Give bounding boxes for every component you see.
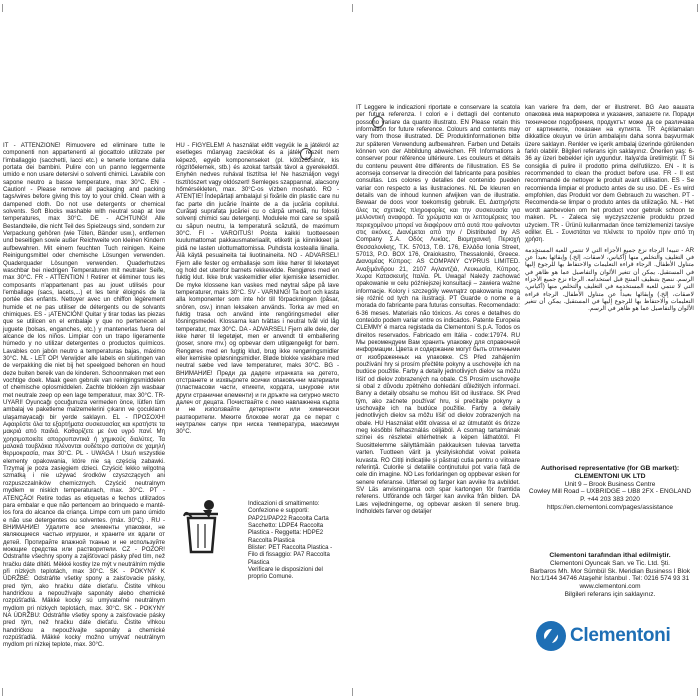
- disposal-instructions: [248, 500, 343, 581]
- safety-warnings-column-2: HU - FIGYELEM! A használat előtt vegyük le a játékról az esetleges műanyag zacskókat és a játék részét nem képező, egyéb komponenseket (pl. kötözőzsinór, kis rögzítőelemek, stb.) és azokat tartsák távol a gyerekektől. Enyhén nedves ruhával tisztítsa le! Ne használjon vegyi tisztítószert vagy oldószert! Semleges szappannal, alacsony hőmérsékleten, max. 30°C-os vízben mosható. RO - ATENȚIE! Îndepărtați ambalajul și fixările din plastic care nu fac parte din jucărie înainte de a da jucăria copilului. Curățați suprafața jucăriei cu o cârpă umedă, nu folosiți solvenți chimici sau detergenți. Modulele moi care se spală cu săpun neutru, la temperatură scăzută, de maximum 30°C. FI - VAROITUS! Poista kaikki tuotteeseen kuulumattomat pakkausmateriaalit, etiketit ja kiinnikkeet ja pidä ne lasten ulottumattomissa. Puhdista kostealla liinalla. Älä käytä pesuaineita tai liuotinaineita. NO - ADVARSEL! Fjern alle fester og emballasje som ikke hører til leketøyet og hold det utenfor barnets rekkevidde. Rengjøres med en fuktig klut. Ikke bruk vaskemidler eller kjemiske løsemidler. De myke klossene kan vaskes med nøytral såpe på lave temperaturer, maks 30°C. SV - VARNING! Ta bort och kasta alla komponenter som inte hör till förpackningen (påsar, snören, osv.) innan leksaken används. Torka av med en fuktig trasa och använd inte rengöringsmedel eller lösningsmedel. Klossarna kan tvättas i neutral tvål vid låg temperatur, max 30°C. DA - ADVARSEL! Fjern alle dele, der ikke hører til legetøjet, men er anvendt til emballering (poser, snore mv.) og opbevar dem utilgængeligt for børn. Rengøres med en fugtig klud, brug ikke rengøringsmidler eller kemiske opløsningsmidler. Bløde blokke vaskbare med neutral sæbe ved lave temperaturer, maks 30°C. BG - ВНИМАНИЕ! Преди да дадете играчката на детето, отстранете и изхвърлете всички опаковъчни материали (пластмасови части, етикети, кордата, шнурове или други странични елементи) и ги дръжте на сигурно място далеч от децата. Почиствайте с леко навлажнена кърпа и не използвайте детергенти или химически разтворители. Меките блокове могат да се перат с неутрален сапун при ниска температура, максимум 30°C.: [176, 142, 339, 436]
- product-info-column-3: IT Leggere le indicazioni riportate e conservare la scatola per futura referenza. I colori e i dettagli del contenuto possono variare da quanto illustrato. EN Please retain this information for future reference. Colours and contents may vary from those illustrated. DE Produktinformationen bitte zur späteren Verwendung aufbewahren. Farben und Details können von der Abbildung abweichen. FR Informations à conserver pour référence ultérieure. Les couleurs et détails du contenu peuvent être différents de l'illustration. ES Se aconseja conservar la dirección del fabricante para posibles consultas. Los colores y detalles del contenido pueden variar con respecto a las ilustraciones. NL De kleuren en details van de inhoud kunnen afwijken van de illustratie. Bewaar de doos voor toekomstig gebruik. EL Διατηρήστε όλες τις σχετικές πληροφορίες και την συσκευασία για μελλοντική αναφορά. Τα χρώματα και οι λεπτομέρειες του περιεχομένου μπορεί να διαφέρουν από αυτά που φαίνονται στις εικόνες. Διανέμεται από την / Distributed by AS Company Σ.Α. Οδός Λυκίας, Βιομηχανική Περιοχή Θεσσαλονίκης, T.K. 57013, T.Θ. 176, Ελλάδα Ionia Street, 57013, P.O. BOX 176, Oraiokastro, Thessaloniki, Greece. Διανομέας Κύπρος: AS COMPANY CYPRUS LIMITED. Αναξιμάνδρου 21, 2107 Αγλαντζιά, Λευκωσία, Κύπρος. Χωρα Κατασκευής Ιταλία. PL Uwaga! Należy zachować opakowanie w celu późniejszej konsultacji – zawiera ważne informacje. Kolory i szczegóły wewnątrz opakowania mogą się różnić od tych na ilustracji. PT Guarde o nome e a morada do fabricante para futuras consultas. Recomendado: 6-36 meses. Materiais não tóxicos. As cores e detalhes do conteúdo podem variar entre os indicados. Patente Europeia CLEMMY é marca registada da Clementoni S.p.A. Todos os direitos reservados. Fabricado em Itália - code:17974. RU Мы рекомендуем Вам хранить упаковку для справочной информации. Цвета и содержание могут быть отличными от изображенных на упаковке. CS Před zahájením používání hry si prosím přečtěte pokyny a uschovejte ich na budúce použitie. Farby a detaily jednotlivých dielov sa môžu líšiť od dielov zobrazených na obale. CS Prosím uschovejte si obal z důvodu zpětného dohledání důležitých informací. Barvy a detaily obsahu se mohou lišit od ilustrace. SK Pred tým, ako začnete používať hru, si prečítajte pokyny a uschovajte ich na budúce použitie. Farby a detaily jednotlivých dielov sa môžu líšiť od dielov zobrazených na obale. HU Használat előtt olvassa el az útmutatót és őrizze meg későbbi felhasználás céljából. A csomag tartalmának színei és részletei eltérhetnek a képen láthatótól. FI Suosittelemme säilyttämään pakkauksen tulevaa tarvetta varten. Tuotteen värit ja yksityiskohdat voivat poiketa kuvasta. RO Citiți indicațiile și păstrați cutia pentru o viitoare referință. Culorile și detaliile conținutului pot varia față de cele din imagine. NO Les forklaringen og oppbevar esken for senere referanse. Utførsel og farger kan avvike fra avbildet. SV Läs anvisningarna och spar kartongen för framtida referens. Utförande och färger kan avvika från bilden. DA Læs vejledningerne, og opbevar æsken til senere brug. Indholdets farver og detaljer: [356, 104, 520, 515]
- fold-mark: [352, 4, 353, 12]
- multilingual-info: kan variere fra dem, der er illustreret. BG Ако вашата опаковка има маркировка и указания, запазете ги. Поради технически подобрения, продуктът може да се различава от картинките, показани на кутията. TR Açıklamaları dikkatlice okuyun ve ürün ambalajını daha sonra başvurmak üzere saklayın. Renkler ve içerik ambalaj üzerinde görülenden farklı olabilir. Bilgileri referans için saklayınız. Önerilen yaş: 6-36 ay üzeri bebekler için uygundur. Italya'da üretilmiştir. IT Si consiglia di pulire il prodotto prima dell'utilizzo. EN - It is recommended to clean the product before use. FR - Il est recommandé de nettoyer le produit avant utilisation. ES - Se recomienda limpiar el producto antes de su uso. DE - Es wird empfohlen, das Produkt vor dem Gebrauch zu waschen. PT - Recomenda-se limpar o produto antes da utilização. NL - Het wordt aanbevolen om het product voor gebruik schoon te maken. PL - Zaleca się wyczyszczenie produktu przed użyciem. TR - Ürünü kullanmadan önce temizlemenizi tavsiye ediller. EL - Συνιστάται να πλένετε το προϊόν πριν από τη χρήση.: [525, 104, 694, 244]
- uk-rep-company: CLEMENTONI UK LTD: [574, 472, 646, 480]
- uk-rep-link[interactable]: https://en.clementoni.com/pages/assistance: [546, 503, 674, 511]
- disposal-title: Indicazioni di smaltimento:: [248, 500, 320, 507]
- fold-mark: [2, 4, 3, 12]
- safety-warnings-column-1: IT - ATTENZIONE! Rimuovere ed eliminare tutte le componenti non appartenenti al giocattolo utilizzate per l'imballaggio (sacchetti, lacci etc.) e tenerle lontane dalla portata dei bambini. Pulire con un panno leggermente umido e non usare detersivi o solventi chimici. Lavabile con sapone neutro a basse temperature, max 30°C. EN - Caution! - Please remove all packaging and packing tags/wires before giving this toy to your child. Clean with a dampened cloth. Do not use detergents or chemical solvents. Soft Blocks washable with neutral soap at low temperatures, max 30°C. DE - ACHTUNG! Alle Bestandteile, die nicht Teil des Spielzeugs sind, sondern zur Verpackung gehören (wie Tüten, Bänder usw.), entfernen und beseitigen sowie außer Reichweite von kleinen Kindern aufbewahren. Mit einem feuchten Tuch reinigen. Keine Reinigungsmittel oder chemische Lösungen verwenden. Quaderquader Lösungen verwenden. Quaderhutzes waschbar bei niedrigen Temperaturen mit neutraler Seife, max 30°C. FR - ATTENTION ! Retirer et éliminer tous les composants n'appartenant pas au jouet utilisés pour l'emballage (sacs, lacets,...) et les tenir éloignés de la portée des enfants. Nettoyer avec un chiffon légèrement humide et ne pas utiliser de détergents ou de solvants chimiques. ES - ¡ATENCIÓN! Quitar y tirar todas las piezas que se utilicen en el embalaje y que no pertenecen al juguete (bolsas, enganches, etc.) y mantenerlas fuera del alcance de los niños. Limpiar con un trapo ligeramente húmedo y no utilizar detergentes o productos químicos. Lavables con jabón neutro a temperaturas bajas, máximo 30°C. NL - LET OP! Verwijder alle labels en sluitingen van de verpakking die niet bij het speelgoed behoren en houd deze buiten bereik van de kinderen. Schoonmaken met een vochtige doek. Maak geen gebruik van reinigingsmiddelen of chemische oplosmiddelen. Zachte blokken zijn wasbaar met neutrale zeep op een lage temperatuur, max 30°C. TR-UYARI! Oyuncağı çocuğunuza vermeden önce, lütfen tüm ambalaj ve paketleme malzemelerini çıkarın ve çocukların ulaşamayacağı bir yerde saklayın. EL - ΠΡΟΣΟΧΗ! Αφαιρέστε όλα τα εξαρτήματα συσκευασίας και κρατήστε τα μακριά από παιδιά. Καθαρίζετε με ένα υγρό πανί. Μη χρησιμοποιείτε απορρυπαντικά ή χημικούς διαλύτες. Τα μαλακά τουβλάκια πλένονται ουδέτερο σαπούνι σε χαμηλή θερμοκρασία, max 30°C. PL - UWAGA ! Usuń wszystkie elementy opakowania, które nie są częścią zabawki. Trzymaj je poza zasięgiem dzieci. Czyścić lekko wilgotną szmatką i nie używać środków czyszczących ani rozpuszczalników chemicznych. Czyścić neutralnym mydłem w niskich temperaturach, max. 30°C. PT - ATENÇÃO! Retire todas as etiquetas e fechos utilizados para embalar e que não pertencem ao brinquedo e mantê-los fora do alcance da criança. Limpe com um pano úmido e não use detergentes ou solventes. (máx. 30°C) . RU - ВНИМАНИЕ! Удалите все элементы упаковки, не являющиеся частью игрушки, и храните их вдали от детей. Протирайте влажной тканью и не используйте моющие средства или растворители. CZ - POZOR! Odstraňte všechny spony a zajišťovací pásky před tím, než hračku dáte dítěti. Měkké kostky lze mýt v neutrálním mýdle při nízkých teplotách, max 30°C. SK - POKYNY K ÚDRŽBE: Odstráňte všetky spony a zaisťovacie pásky, pred tým, ako hračku dáte dieťaťu. Čistite vlhkou handričkou a nepoužívajte saponáty alebo chemické rozpúšťadlá. Mäkké kocky sú umývateľné neutrálnym mydlom pri nízkych teplotách, max. 30°C. SK - POKYNY NA ÚDRŽBU: Odstráňte všetky spony a zaisťovacie pásky pred tým, než hračku dáte dieťaťu. Čistite vlhkou handričkou a nepoužívajte saponáty a chemické rozpúšťadlá. Mäkké kocky možno umývať neutrálnym mydlom pri nízkej teplote, max. 30°C.: [3, 142, 165, 649]
- uk-rep-line: P. +44 203 383 2020: [580, 496, 640, 504]
- logo-wordmark: Clementoni: [570, 625, 671, 646]
- product-info-column-4: [525, 104, 694, 313]
- fold-mark: [2, 688, 3, 696]
- tr-importer-heading: Clementoni tarafından ithal edilmiştir.: [549, 552, 671, 559]
- uk-rep-line: Unit 9 – Brook Business Centre: [564, 480, 656, 488]
- fold-mark: [697, 688, 698, 696]
- tr-importer-line: Bilgileri referans için saklayınız.: [564, 590, 656, 598]
- clementoni-logo: [536, 619, 670, 653]
- tr-importer-line: Clementoni Oyuncak San. ve Tic. Ltd. Şti.: [550, 559, 670, 567]
- tr-importer-line: No:1/144 34746 Ataşehir İstanbul . Tel: 0216 574 93 31: [530, 575, 690, 583]
- uk-rep-heading: Authorised representative (for GB market):: [540, 465, 680, 472]
- fold-mark: [697, 4, 698, 12]
- disposal-line: Confezione e supporti: PAP21/PAP22 Raccolta Carta: [248, 507, 329, 522]
- disposal-line: Blister: PET Raccolta Plastica - Filo di fissaggio: PA7 Raccolta Plastica: [248, 544, 333, 566]
- turkey-importer-block: [525, 552, 695, 599]
- uk-rep-line: Cowley Mill Road – UXBRIDGE – UB8 2FX - ENGLAND: [528, 488, 692, 496]
- tr-importer-link[interactable]: www.clementoni.com: [579, 583, 641, 591]
- disposal-line: Sacchetto: LDPE4 Raccolta Plastica - Reggetta: HDPE2 Raccolta Plastica: [248, 522, 324, 544]
- recycle-bin-icon: [176, 496, 222, 554]
- tr-importer-line: Barbaros Mh. Mor Sümbül Sk. Meridian Business I Blok: [529, 567, 691, 575]
- uk-representative-block: [525, 465, 695, 512]
- fold-mark: [352, 688, 353, 696]
- clementoni-c-mark-icon: [536, 621, 566, 651]
- arabic-info: AR - تنبيه! الرجاء نزع جميع الأجزاء التي لا تنتمي للعبة المستخدمة في التغليف والتخلص منها (أكياس، لاصقات، إلخ.) وإبقائها بعيداً عن متناول الأطفال. الرجاء قراءة التعليمات والاحتفاظ بها للرجوع إليها في المستقبل. يمكن أن تتغير الألوان والتفاصيل عما هو ظاهر في الرسم. ننصح بتنظيف المنتج قبل استخدامه. الرجاء نزع جميع الأجزاء التي لا تنتمي للعبة المستخدمة في التغليف والتخلص منها (أكياس، لاصقات، إلخ.) وإبقائها بعيداً عن متناول الأطفال. الرجاء قراءة التعليمات والاحتفاظ بها للرجوع إليها في المستقبل. يمكن أن تتغير الألوان والتفاصيل عما هو ظاهر في الرسم.: [525, 246, 694, 313]
- disposal-line: Verificare le disposizioni del proprio Comune.: [248, 566, 323, 581]
